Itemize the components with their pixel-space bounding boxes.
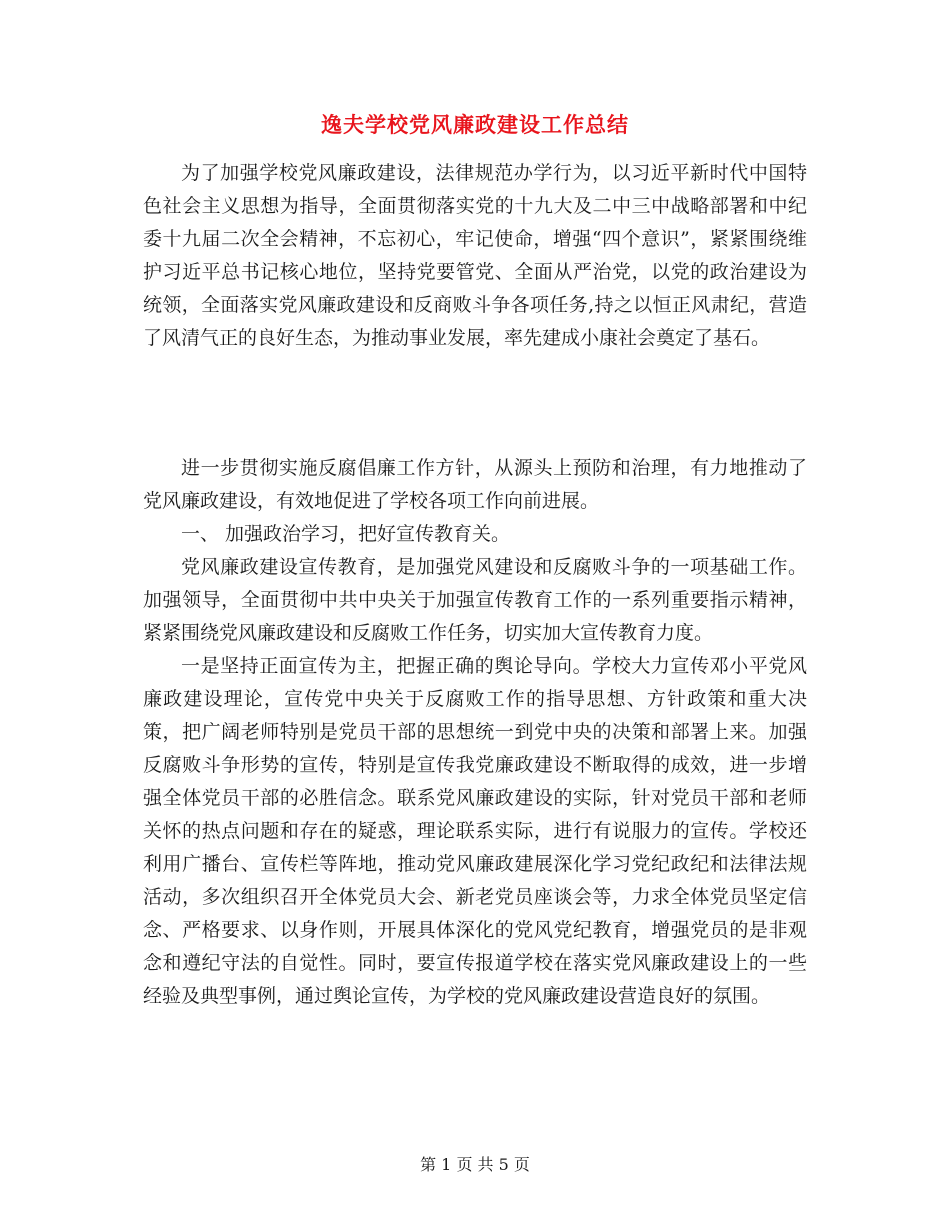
intro-section (143, 157, 807, 355)
document-title: 逸夫学校党风廉政建设工作总结 (321, 112, 629, 137)
section-heading: 一、 加强政治学习，把好宣传教育关。 (181, 523, 511, 545)
page-footer: 第 1 页 共 5 页 (420, 1155, 530, 1174)
body-section (143, 452, 807, 1013)
paragraph: 进一步贯彻实施反腐倡廉工作方针，从源头上预防和治理，有力地推动了党风廉政建设，有效地促进了学校各项工作向前进展。 (143, 457, 807, 512)
paragraph: 一是坚持正面宣传为主，把握正确的舆论导向。学校大力宣传邓小平党风廉政建设理论，宣传党中央关于反腐败工作的指导思想、方针政策和重大决策，把广阔老师特别是党员干部的思想统一到党中央的决策和部署上来。加强反腐败斗争形势的宣传，特别是宣传我党廉政建设不断取得的成效，进一步增强全体党员干部的必胜信念。联系党风廉政建设的实际，针对党员干部和老师关怀的热点问题和存在的疑惑，理论联系实际，进行有说服力的宣传。学校还利用广播台、宣传栏等阵地，推动党风廉政建展深化学习党纪政纪和法律法规活动，多次组织召开全体党员大会、新老党员座谈会等，力求全体党员坚定信念、严格要求、以身作则，开展具体深化的党风党纪教育，增强党员的是非观念和遵纪守法的自觉性。同时，要宣传报道学校在落实党风廉政建设上的一些经验及典型事例，通过舆论宣传，为学校的党风廉政建设营造良好的氛围。 (143, 655, 807, 1007)
paragraph: 为了加强学校党风廉政建设，法律规范办学行为，以习近平新时代中国特色社会主义思想为指导，全面贯彻落实党的十九大及二中三中战略部署和中纪委十九届二次全会精神，不忘初心，牢记使命，增强“四个意识”，紧紧围绕维护习近平总书记核心地位，坚持党要管党、全面从严治党，以党的政治建设为统领，全面落实党风廉政建设和反商败斗争各项任务,持之以恒正风肃纪，营造了风清气正的良好生态，为推动事业发展，率先建成小康社会奠定了基石。 (143, 162, 807, 349)
paragraph: 党风廉政建设宣传教育，是加强党风建设和反腐败斗争的一项基础工作。加强领导，全面贯彻中共中央关于加强宣传教育工作的一系列重要指示精神，紧紧围绕党风廉政建设和反腐败工作任务，切实加大宣传教育力度。 (143, 556, 807, 644)
